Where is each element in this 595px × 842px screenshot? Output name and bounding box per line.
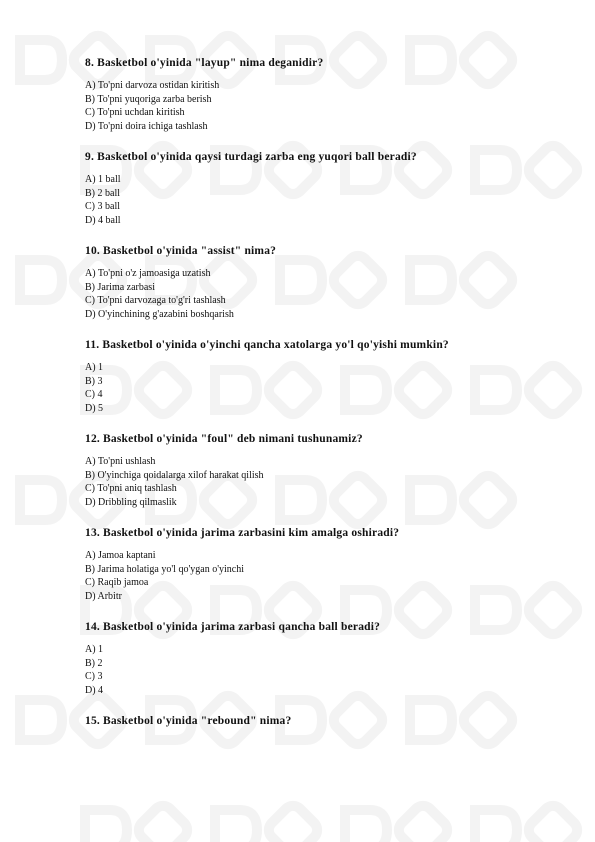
answer-option: B) 3: [85, 375, 103, 387]
answer-option: D) Dribbling qilmaslik: [85, 496, 177, 508]
quiz-content: [85, 56, 555, 745]
answer-option: D) O'yinchining g'azabini boshqarish: [85, 308, 234, 320]
answer-option: B) O'yinchiga qoidalarga xilof harakat qilish: [85, 469, 264, 481]
question-title: 8. Basketbol o'yinida "layup" nima deganidir?: [85, 57, 324, 69]
answer-option: B) Jarima holatiga yo'l qo'ygan o'yinchi: [85, 563, 244, 575]
answer-option: A) 1: [85, 362, 104, 373]
question-14: [85, 620, 555, 697]
answer-option: A) To'pni o'z jamoasiga uzatish: [85, 268, 211, 279]
answer-option: A) Jamoa kaptani: [85, 550, 156, 561]
question-10: [85, 244, 555, 321]
question-title: 14. Basketbol o'yinida jarima zarbasi qancha ball beradi?: [85, 621, 381, 633]
answer-option: A) 1 ball: [85, 174, 121, 185]
answer-option: D) Arbitr: [85, 590, 122, 602]
question-title: 10. Basketbol o'yinida "assist" nima?: [85, 245, 277, 257]
answer-option: C) To'pni uchdan kiritish: [85, 107, 185, 118]
answer-option: A) To'pni ushlash: [85, 456, 156, 467]
answer-option: D) To'pni doira ichiga tashlash: [85, 120, 208, 132]
answer-option: B) To'pni yuqoriga zarba berish: [85, 93, 212, 105]
question-title: 12. Basketbol o'yinida "foul" deb nimani tushunamiz?: [85, 433, 363, 445]
answer-option: C) To'pni aniq tashlash: [85, 483, 177, 494]
answer-option: A) To'pni darvoza ostidan kiritish: [85, 80, 220, 91]
answer-option: A) 1: [85, 644, 104, 655]
answer-option: D) 4 ball: [85, 214, 121, 226]
question-title: 15. Basketbol o'yinida "rebound" nima?: [85, 715, 292, 727]
question-title: 11. Basketbol o'yinida o'yinchi qancha xatolarga yo'l qo'yishi mumkin?: [85, 339, 449, 351]
question-title: 13. Basketbol o'yinida jarima zarbasini kim amalga oshiradi?: [85, 527, 400, 539]
answer-option: B) 2: [85, 657, 103, 669]
question-8: [85, 56, 555, 133]
question-15: [85, 714, 555, 728]
answer-option: C) 3: [85, 671, 103, 682]
question-12: [85, 432, 555, 509]
question-9: [85, 150, 555, 227]
answer-option: B) Jarima zarbasi: [85, 281, 155, 293]
answer-option: C) 4: [85, 389, 103, 400]
answer-option: D) 4: [85, 684, 104, 696]
answer-option: C) 3 ball: [85, 201, 120, 212]
question-title: 9. Basketbol o'yinida qaysi turdagi zarba eng yuqori ball beradi?: [85, 151, 417, 163]
answer-option: B) 2 ball: [85, 187, 120, 199]
question-13: [85, 526, 555, 603]
answer-option: C) To'pni darvozaga to'g'ri tashlash: [85, 295, 226, 306]
answer-option: C) Raqib jamoa: [85, 577, 149, 588]
question-11: [85, 338, 555, 415]
answer-option: D) 5: [85, 402, 104, 414]
